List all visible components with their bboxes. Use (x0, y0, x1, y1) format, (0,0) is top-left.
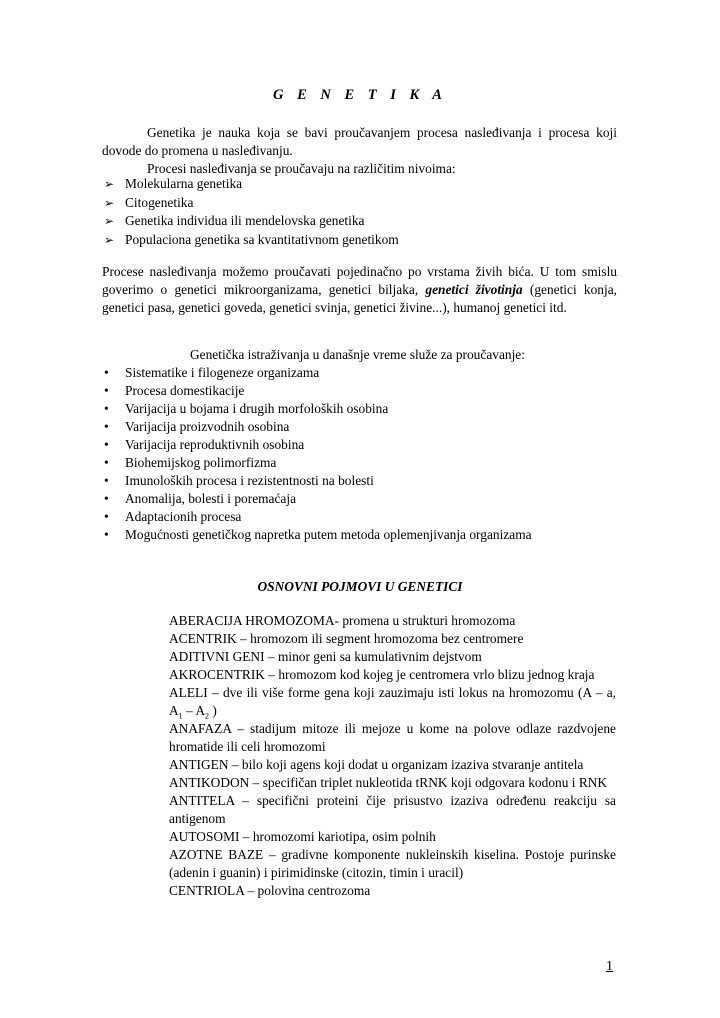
list-item: • Sistematike i filogeneze organizama (104, 365, 320, 380)
list-item: • Mogućnosti genetičkog napretka putem metoda oplemenjivanja organizama (104, 527, 532, 542)
list-item: • Procesa domestikacije (104, 383, 245, 398)
research-list (104, 364, 624, 544)
research-intro: Genetička istraživanja u današnje vreme služe za proučavanje: (190, 347, 525, 362)
arrow-bullet-icon: ➢ (104, 232, 115, 247)
list-item: • Anomalija, bolesti i poremaćaja (104, 491, 297, 506)
glossary-entry: ADITIVNI GENI – minor geni sa kumulativnim dejstvom (169, 649, 482, 664)
emphasis-text: genetici životinja (425, 282, 523, 297)
bullet-icon: • (104, 365, 109, 380)
list-item: • Varijacija proizvodnih osobina (104, 419, 290, 434)
glossary-entry: ANTIGEN – bilo koji agens koji dodat u organizam izaziva stvaranje antitela (169, 757, 584, 772)
list-item: • Imunoloških procesa i rezistentnosti na bolesti (104, 473, 374, 488)
arrow-bullet-icon: ➢ (104, 214, 115, 228)
bullet-icon: • (104, 383, 109, 398)
list-item: ➢ Genetika individua ili mendelovska genetika (104, 213, 365, 228)
intro-paragraph (102, 124, 617, 178)
bullet-icon: • (104, 491, 109, 506)
glossary-entry: ABERACIJA HROMOZOMA- promena u strukturi hromozoma (169, 613, 516, 628)
list-item: • Varijacija reproduktivnih osobina (104, 437, 305, 452)
glossary-entry: ALELI – dve ili više forme gena koji zauzimaju isti lokus na hromozomu (A – a, $A_1 - A_2$ ) (169, 685, 616, 721)
list-item: ➢ Citogenetika (104, 194, 194, 210)
bullet-icon: • (104, 437, 109, 452)
list-item: • Varijacija u bojama i drugih morfoloških osobina (104, 401, 389, 416)
bullet-icon: • (104, 455, 109, 470)
bullet-icon: • (104, 509, 109, 524)
bullet-icon: • (104, 419, 109, 434)
species-paragraph: Procese nasleđivanja možemo proučavati pojedinačno po vrstama živih bića. U tom smislu goverimo o genetici mikroorganizama, genetici biljaka, genetici životinja (genetici konja, genetici pasa, genetici goveda, genetici svinja, genetici živine...), humanoj genetici itd. (102, 264, 618, 315)
page-number: 1 (606, 959, 613, 974)
bullet-icon: • (104, 527, 109, 542)
page-title: G E N E T I K A (273, 87, 447, 103)
bullet-icon: • (104, 401, 109, 416)
glossary (169, 612, 616, 900)
list-item: • Biohemijskog polimorfizma (104, 455, 277, 470)
arrow-bullet-icon: ➢ (104, 195, 115, 210)
glossary-entry: AKROCENTRIK – hromozom kod kojeg je centromera vrlo blizu jednog kraja (169, 667, 595, 682)
list-item: ➢ Molekularna genetika (104, 176, 243, 191)
glossary-entry: CENTRIOLA – polovina centrozoma (169, 883, 371, 898)
section-title: OSNOVNI POJMOVI U GENETICI (257, 579, 463, 594)
intro-line-2: Procesi nasleđivanja se proučavaju na različitim nivoima: (147, 161, 456, 176)
glossary-entry: ACENTRIK – hromozom ili segment hromozoma bez centromere (169, 631, 524, 646)
glossary-entry: ANAFAZA – stadijum mitoze ili mejoze u kome na polove odlaze razdvojene hromatide ili celi hromozomi (169, 721, 616, 754)
glossary-entry: ANTITELA – specifični proteini čije prisustvo izaziva određenu reakciju sa antigenom (169, 793, 616, 826)
arrow-bullet-icon: ➢ (104, 177, 115, 191)
glossary-entry: AUTOSOMI – hromozomi kariotipa, osim polnih (169, 829, 436, 844)
list-item: ➢ Populaciona genetika sa kvantitativnom genetikom (104, 231, 399, 247)
list-item: • Adaptacionih procesa (104, 509, 242, 524)
bullet-icon: • (104, 473, 109, 488)
glossary-entry: AZOTNE BAZE – gradivne komponente nukleinskih kiselina. Postoje purinske (adenin i guanin) i pirimidinske (citozin, timin i uracil) (169, 847, 616, 880)
intro-line-1: Genetika je nauka koja se bavi proučavanjem procesa nasleđivanja i procesa koji dovode do promena u nasleđivanju. (102, 125, 617, 158)
glossary-entry: ANTIKODON – specifičan triplet nukleotida tRNK koji odgovara kodonu i RNK (169, 775, 608, 790)
levels-list (104, 175, 624, 249)
